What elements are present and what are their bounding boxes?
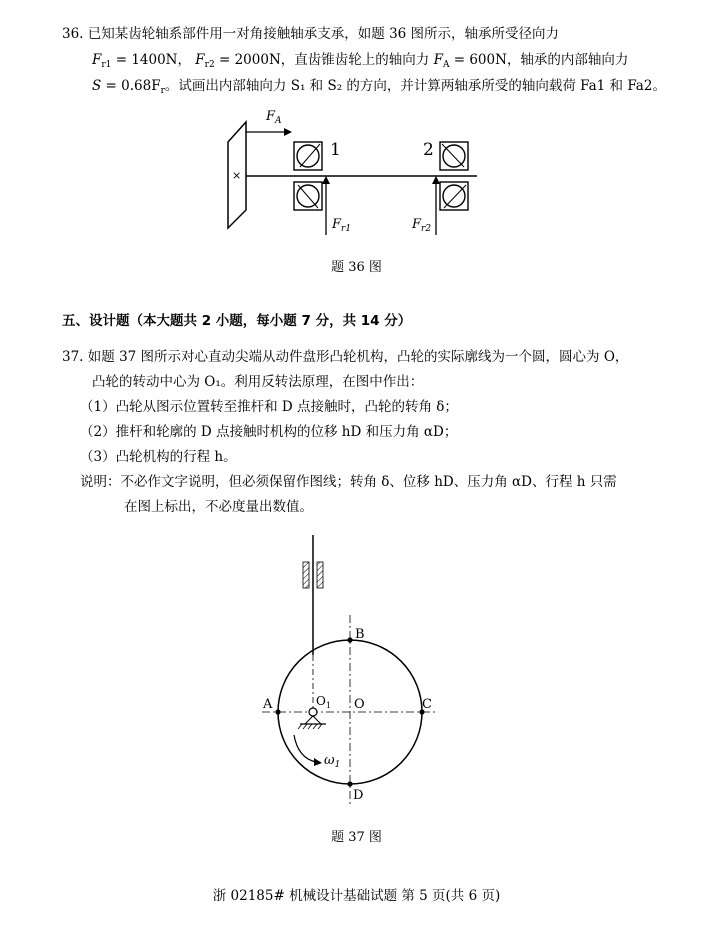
figure-36-caption: 题 36 图 — [331, 260, 382, 275]
fa-label: $F_A$ — [266, 109, 282, 126]
q37-text-1: 如题 37 图所示对心直动尖端从动件盘形凸轮机构，凸轮的实际廓线为一个圆，圆心为 O， — [87, 349, 629, 365]
q37-note2: 在图上标出，不必度量出数值。 — [124, 499, 313, 515]
point-b — [347, 637, 352, 642]
bearing-2-lower — [440, 182, 468, 210]
q36-fr2-value: 2000N — [234, 52, 281, 68]
guide-right — [317, 562, 323, 588]
omega-label: $\omega_1$ — [324, 753, 341, 770]
q36-text-1: 已知某齿轮轴系部件用一对角接触轴承支承，如题 36 图所示，轴承所受径向力 — [87, 26, 560, 42]
figure-36 — [220, 100, 490, 250]
bearing-1-lower — [294, 182, 322, 210]
bearing-1-label: 1 — [330, 140, 341, 160]
q37-line1 — [62, 347, 628, 367]
bearing-2-upper — [440, 142, 468, 170]
section-5-title: 五、设计题（本大题共 2 小题，每小题 7 分，共 14 分） — [62, 313, 412, 329]
q36-text-2: ，直齿锥齿轮上的轴向力 — [280, 52, 430, 68]
q36-text-3: ，轴承的内部轴向力 — [506, 52, 629, 68]
label-b: B — [355, 627, 365, 642]
rotation-arrowhead — [314, 758, 322, 766]
point-a — [275, 709, 280, 714]
bearing-2-label: 2 — [423, 140, 434, 160]
q37-item1: （1）凸轮从图示位置转至推杆和 D 点接触时，凸轮的转角 δ； — [80, 399, 458, 415]
label-a: A — [263, 697, 273, 712]
fr2-label: $F_{r2}$ — [412, 217, 432, 234]
q36-fr1-value: 1400N — [131, 52, 178, 68]
point-d — [347, 781, 352, 786]
q36-text-4: 。试画出内部轴向力 S₁ 和 S₂ 的方向，并计算两轴承所受的轴向载荷 Fa1 和 Fa2。 — [164, 78, 666, 94]
q36-fa-value: 600N — [469, 52, 507, 68]
q37-number: 37. — [62, 349, 84, 365]
fa-arrowhead — [284, 128, 292, 136]
q37-item2: （2）推杆和轮廓的 D 点接触时机构的位移 hD 和压力角 αD； — [80, 424, 458, 440]
q36-line2: $F_{r1} = 1400N$， $F_{r2} = 2000N$，直齿锥齿轮上的轴向力 $F_A = 600N$，轴承的内部轴向力 — [92, 52, 629, 70]
label-c: C — [422, 697, 432, 712]
figure-37 — [250, 530, 460, 820]
label-o1: $O_1$ — [316, 694, 331, 710]
q36-line1 — [62, 24, 559, 44]
bearing-1-upper — [294, 142, 322, 170]
rotation-arrow — [294, 735, 316, 762]
q36-number: 36. — [62, 26, 84, 42]
gear-x-mark: × — [232, 169, 242, 182]
guide-left — [303, 562, 309, 588]
figure-37-caption: 题 37 图 — [331, 830, 382, 845]
q36-line3: $S = 0.68F_r$。试画出内部轴向力 S₁ 和 S₂ 的方向，并计算两轴承所受的轴向载荷 Fa1 和 Fa2。 — [92, 78, 666, 96]
fr1-arrowhead — [322, 176, 330, 184]
q37-item3: （3）凸轮机构的行程 h。 — [80, 449, 237, 465]
fr1-label: $F_{r1}$ — [332, 217, 352, 234]
q37-line2: 凸轮的转动中心为 O₁。利用反转法原理，在图中作出： — [92, 374, 424, 390]
page-footer: 浙 02185# 机械设计基础试题 第 5 页(共 6 页) — [212, 888, 501, 904]
pivot-o1 — [298, 708, 326, 729]
label-o: O — [354, 697, 365, 712]
fr2-arrowhead — [432, 176, 440, 184]
q36-s-formula: 0.68F — [121, 78, 161, 94]
label-d: D — [353, 788, 364, 803]
q37-note1: 说明：不必作文字说明，但必须保留作图线；转角 δ、位移 hD、压力角 αD、行程 h 只需 — [80, 474, 617, 490]
